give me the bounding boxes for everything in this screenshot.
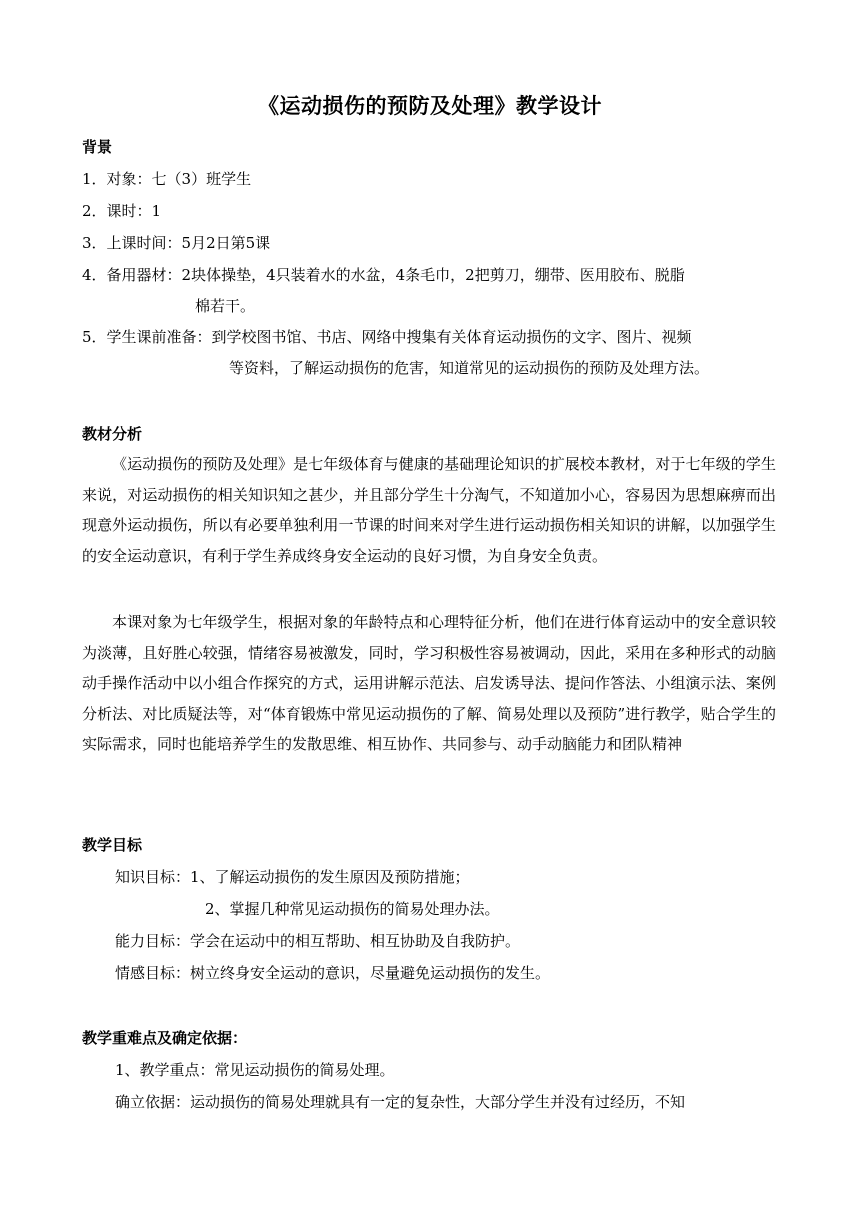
goal-emotion: 情感目标：树立终身安全运动的意识，尽量避免运动损伤的发生。	[115, 964, 551, 982]
goals-heading: 教学目标	[82, 836, 143, 854]
background-heading: 背景	[82, 138, 113, 156]
background-item-5: 5．学生课前准备：到学校图书馆、书店、网络中搜集有关体育运动损伤的文字、图片、视频	[82, 328, 692, 346]
goal-knowledge-1: 知识目标：1、了解运动损伤的发生原因及预防措施；	[115, 868, 470, 886]
background-item-5-cont: 等资料，了解运动损伤的危害，知道常见的运动损伤的预防及处理方法。	[229, 359, 710, 377]
background-item-2: 2．课时：1	[82, 202, 162, 220]
analysis-paragraph-1: 《运动损伤的预防及处理》是七年级体育与健康的基础理论知识的扩展校本教材，对于七年级的学生来说，对运动损伤的相关知识知之甚少，并且部分学生十分淘气，不知道加小心，容易因为思想麻痹而出现意外运动损伤，所以有必要单独利用一节课的时间来对学生进行运动损伤相关知识的讲解，以加强学生的安全运动意识，有利于学生养成终身安全运动的良好习惯，为自身安全负责。	[82, 455, 776, 565]
background-item-4: 4．备用器材：2块体操垫，4只装着水的水盆，4条毛巾，2把剪刀，绷带、医用胶布、脱脂	[82, 266, 685, 284]
goal-ability: 能力目标：学会在运动中的相互帮助、相互协助及自我防护。	[115, 932, 521, 950]
analysis-heading: 教材分析	[82, 425, 143, 443]
background-item-1: 1．对象：七（3）班学生	[82, 170, 252, 188]
goal-knowledge-2: 2、掌握几种常见运动损伤的简易处理办法。	[205, 900, 500, 918]
analysis-paragraph-2: 本课对象为七年级学生，根据对象的年龄特点和心理特征分析，他们在进行体育运动中的安全意识较为淡薄，且好胜心较强，情绪容易被激发，同时，学习积极性容易被调动，因此，采用在多种形式的动脑动手操作活动中以小组合作探究的方式，运用讲解示范法、启发诱导法、提问作答法、小组演示法、案例分析法、对比质疑法等，对“体育锻炼中常见运动损伤的了解、简易处理以及预防”进行教学，贴合学生的实际需求，同时也能培养学生的发散思维、相互协作、共同参与、动手动脑能力和团队精神	[82, 613, 776, 753]
keypoints-heading: 教学重难点及确定依据：	[82, 1029, 248, 1047]
document-title: 《运动损伤的预防及处理》教学设计	[258, 94, 602, 118]
background-item-3: 3．上课时间：5月2日第5课	[82, 234, 271, 252]
keypoint-basis: 确立依据：运动损伤的简易处理就具有一定的复杂性，大部分学生并没有过经历，不知	[115, 1093, 686, 1111]
background-item-4-cont: 棉若干。	[195, 297, 256, 315]
keypoint-1: 1、教学重点：常见运动损伤的简易处理。	[115, 1061, 395, 1079]
